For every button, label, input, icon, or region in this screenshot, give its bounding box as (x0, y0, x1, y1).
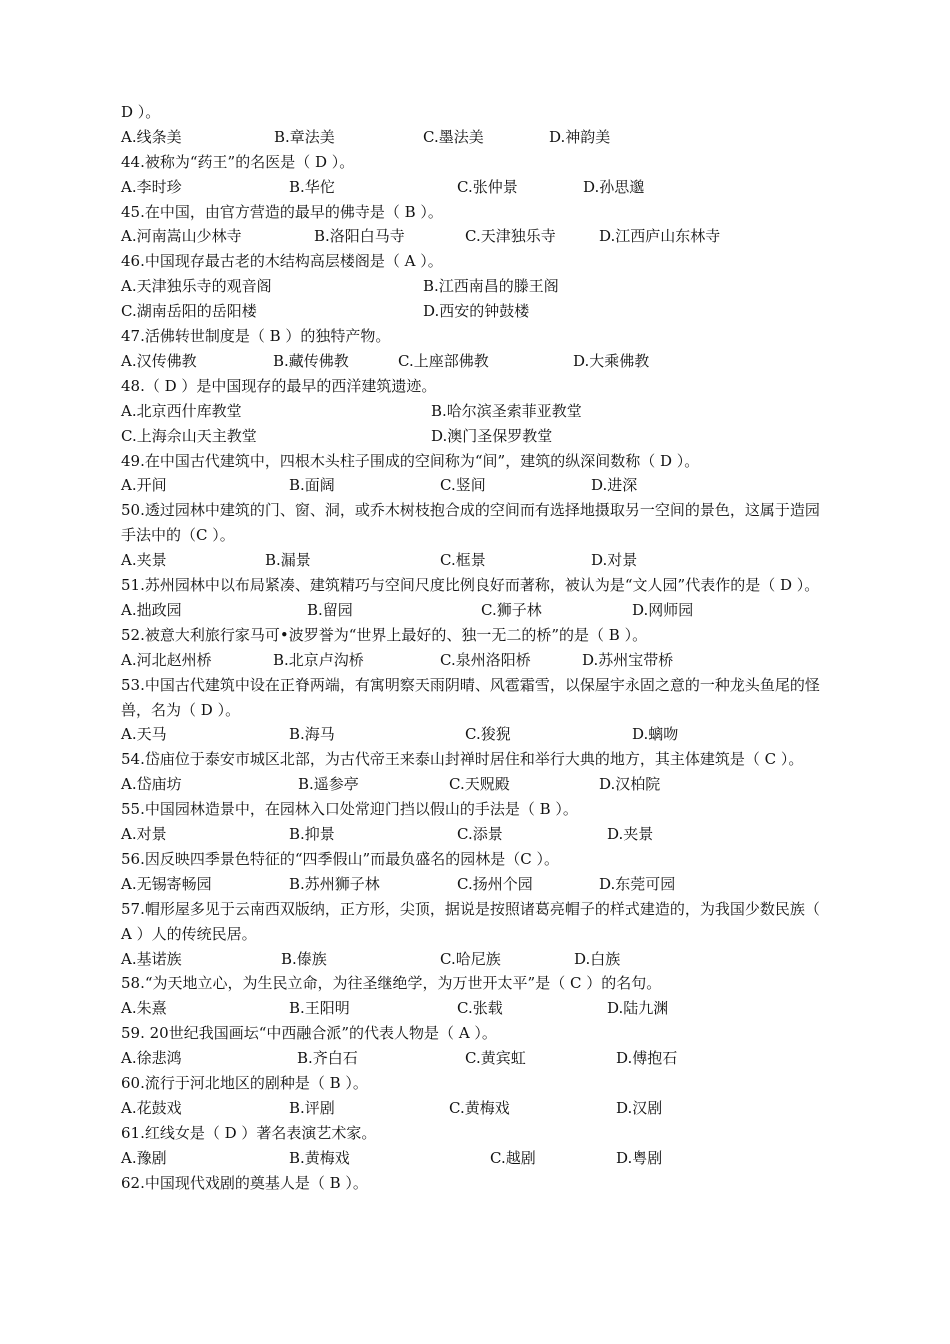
option-row (121, 224, 831, 249)
answer-option: D.澳门圣保罗教堂 (431, 426, 553, 445)
question-text: 54.岱庙位于泰安市城区北部，为古代帝王来泰山封禅时居住和举行大典的地方，其主体建筑是（ C ）。 (121, 750, 804, 769)
answer-option: D.大乘佛教 (573, 351, 650, 370)
answer-option: C.墨法美 (423, 127, 484, 146)
answer-option: B.章法美 (274, 127, 335, 146)
answer-option: B.面阔 (289, 476, 335, 495)
answer-option: C.扬州个园 (457, 874, 533, 893)
question-text: 53.中国古代建筑中设在正脊两端，有寓明察天雨阴晴、风雹霜雪，以保屋宇永固之意的一种龙头鱼尾的怪兽，名为（ D ）。 (121, 675, 820, 719)
question-text: 52.被意大利旅行家马可•波罗誉为“世界上最好的、独一无二的桥”的是（ B ）。 (121, 625, 648, 644)
answer-option: B.留园 (307, 600, 353, 619)
answer-option: C.天贶殿 (449, 775, 510, 794)
answer-option: C.泉州洛阳桥 (440, 650, 531, 669)
answer-option: B.北京卢沟桥 (273, 650, 364, 669)
answer-option: D.进深 (591, 476, 638, 495)
answer-option: D.汉柏院 (599, 775, 661, 794)
question-fragment: D ）。 (121, 103, 161, 121)
option-row (121, 1046, 831, 1071)
option-row (121, 996, 831, 1021)
answer-option: D.螭吻 (632, 725, 679, 744)
answer-option: A.基诺族 (121, 949, 182, 968)
option-row (121, 473, 831, 498)
answer-option: D.西安的钟鼓楼 (423, 302, 530, 321)
answer-option: A.朱熹 (121, 999, 167, 1018)
answer-option: C.黄宾虹 (465, 1049, 526, 1068)
answer-option: B.黄梅戏 (289, 1148, 350, 1167)
answer-option: D.东莞可园 (599, 874, 676, 893)
answer-option: A.岱庙坊 (121, 775, 182, 794)
option-row (121, 175, 831, 200)
answer-option: C.湖南岳阳的岳阳楼 (121, 302, 257, 321)
question-text: 45.在中国，由官方营造的最早的佛寺是（ B ）。 (121, 202, 443, 221)
answer-option: D.夹景 (607, 825, 654, 844)
question-text: 46.中国现存最古老的木结构高层楼阁是（ A ）。 (121, 252, 443, 271)
option-row (121, 548, 831, 573)
answer-option: A.河北赵州桥 (121, 650, 212, 669)
answer-option: A.北京西什库教堂 (121, 401, 242, 420)
option-row (121, 125, 831, 150)
answer-option: B.华佗 (289, 177, 335, 196)
option-row (121, 349, 831, 374)
answer-option: B.王阳明 (289, 999, 350, 1018)
answer-option: C.上座部佛教 (398, 351, 489, 370)
question-text: 47.活佛转世制度是（ B ）的独特产物。 (121, 327, 391, 346)
option-row (121, 1096, 831, 1121)
option-row (121, 274, 831, 299)
answer-option: A.李时珍 (121, 177, 182, 196)
answer-option: A.徐悲鸿 (121, 1049, 182, 1068)
question-text: 61.红线女是（ D ）著名表演艺术家。 (121, 1123, 377, 1142)
answer-option: D.白族 (574, 949, 621, 968)
answer-option: B.江西南昌的滕王阁 (423, 277, 559, 296)
option-row (121, 772, 831, 797)
answer-option: D.粤剧 (616, 1148, 663, 1167)
document-content (121, 100, 831, 1196)
question-text: 51.苏州园林中以布局紧凑、建筑精巧与空间尺度比例良好而著称，被认为是“文人园”代表作的是（ D ）。 (121, 576, 820, 595)
question-text: 60.流行于河北地区的剧种是（ B ）。 (121, 1074, 368, 1093)
option-row (121, 872, 831, 897)
answer-option: A.天津独乐寺的观音阁 (121, 277, 272, 296)
option-row (121, 598, 831, 623)
answer-option: B.洛阳白马寺 (314, 227, 405, 246)
question-text: 48.（ D ）是中国现存的最早的西洋建筑遗迹。 (121, 376, 437, 395)
question-text: 62.中国现代戏剧的奠基人是（ B ）。 (121, 1173, 368, 1192)
answer-option: C.天津独乐寺 (465, 227, 556, 246)
answer-option: D.网师园 (632, 600, 694, 619)
answer-option: B.傣族 (281, 949, 327, 968)
answer-option: C.上海佘山天主教堂 (121, 426, 257, 445)
answer-option: B.评剧 (289, 1098, 335, 1117)
answer-option: A.开间 (121, 476, 167, 495)
answer-option: C.添景 (457, 825, 503, 844)
answer-option: B.漏景 (265, 551, 311, 570)
option-row (121, 299, 831, 324)
answer-option: D.江西庐山东林寺 (599, 227, 721, 246)
answer-option: B.海马 (289, 725, 335, 744)
answer-option: A.对景 (121, 825, 167, 844)
answer-option: C.狮子林 (481, 600, 542, 619)
answer-option: B.齐白石 (297, 1049, 358, 1068)
answer-option: A.线条美 (121, 127, 182, 146)
question-text: 55.中国园林造景中，在园林入口处常迎门挡以假山的手法是（ B ）。 (121, 800, 578, 819)
answer-option: C.黄梅戏 (449, 1098, 510, 1117)
answer-option: C.张载 (457, 999, 503, 1018)
answer-option: C.竖间 (440, 476, 486, 495)
answer-option: A.豫剧 (121, 1148, 167, 1167)
answer-option: A.河南嵩山少林寺 (121, 227, 242, 246)
answer-option: C.越剧 (490, 1148, 536, 1167)
answer-option: A.天马 (121, 725, 167, 744)
question-text: 50.透过园林中建筑的门、窗、洞，或乔木树枝抱合成的空间而有选择地摄取另一空间的景色，这属于造园手法中的（C ）。 (121, 501, 820, 545)
question-text: 44.被称为“药王”的名医是（ D ）。 (121, 152, 355, 171)
question-text: 49.在中国古代建筑中，四根木头柱子围成的空间称为“间”，建筑的纵深间数称（ D ）。 (121, 451, 700, 470)
answer-option: D.汉剧 (616, 1098, 663, 1117)
answer-option: B.抑景 (289, 825, 335, 844)
question-text: 58.“为天地立心，为生民立命，为往圣继绝学，为万世开太平”是（ C ）的名句。 (121, 974, 662, 993)
option-row (121, 424, 831, 449)
answer-option: B.遥参亭 (298, 775, 359, 794)
answer-option: A.花鼓戏 (121, 1098, 182, 1117)
answer-option: C.狻猊 (465, 725, 511, 744)
question-text: 56.因反映四季景色特征的“四季假山”而最负盛名的园林是（C ）。 (121, 849, 559, 868)
answer-option: A.拙政园 (121, 600, 182, 619)
option-row (121, 399, 831, 424)
option-row (121, 947, 831, 972)
answer-option: A.无锡寄畅园 (121, 874, 212, 893)
answer-option: C.框景 (440, 551, 486, 570)
answer-option: D.傅抱石 (616, 1049, 678, 1068)
option-row (121, 648, 831, 673)
option-row (121, 722, 831, 747)
question-text: 59. 20世纪我国画坛“中西融合派”的代表人物是（ A ）。 (121, 1024, 497, 1043)
answer-option: C.哈尼族 (440, 949, 501, 968)
option-row (121, 822, 831, 847)
answer-option: A.夹景 (121, 551, 167, 570)
answer-option: D.对景 (591, 551, 638, 570)
answer-option: A.汉传佛教 (121, 351, 197, 370)
answer-option: D.苏州宝带桥 (582, 650, 674, 669)
answer-option: D.陆九渊 (607, 999, 669, 1018)
answer-option: D.神韵美 (549, 127, 611, 146)
answer-option: B.苏州狮子林 (289, 874, 380, 893)
question-text: 57.帽形屋多见于云南西双版纳，正方形，尖顶，据说是按照诸葛亮帽子的样式建造的，为我国少数民族（ A ）人的传统民居。 (121, 899, 820, 943)
option-row (121, 1146, 831, 1171)
answer-option: B.哈尔滨圣索菲亚教堂 (431, 401, 582, 420)
answer-option: B.藏传佛教 (273, 351, 349, 370)
answer-option: C.张仲景 (457, 177, 518, 196)
answer-option: D.孙思邈 (583, 177, 645, 196)
question-list (121, 125, 831, 1196)
